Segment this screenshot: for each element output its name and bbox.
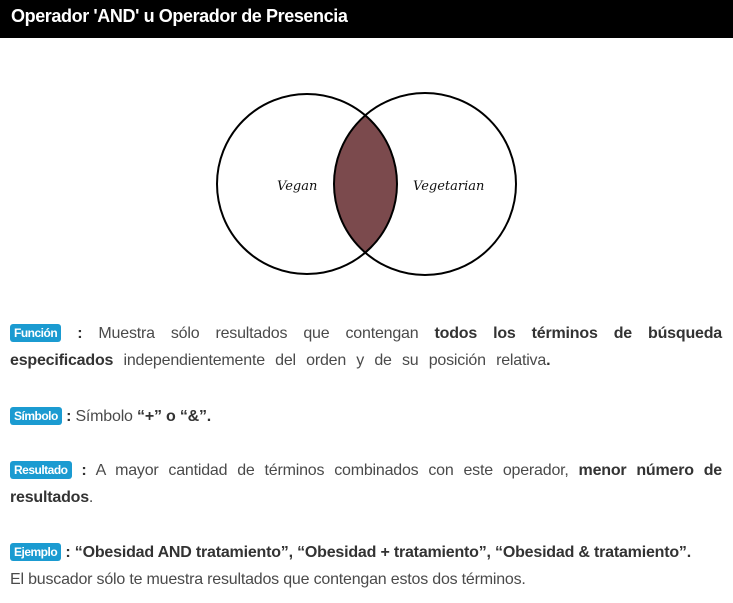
resultado-colon: : xyxy=(71,462,87,479)
venn-diagram xyxy=(200,80,530,280)
simbolo-bold: “+” o “&”. xyxy=(137,408,212,425)
funcion-period: . xyxy=(546,352,551,369)
ejemplo-bold: “Obesidad AND tratamiento”, “Obesidad + tratamiento”, “Obesidad & tratamiento”. xyxy=(70,544,691,561)
resultado-paragraph xyxy=(10,457,722,511)
vegetarian-label: Vegetarian xyxy=(413,179,485,194)
vegan-label: Vegan xyxy=(277,179,318,194)
funcion-colon: : xyxy=(61,325,83,342)
resultado-bold: menor número de resultados xyxy=(10,462,722,506)
simbolo-text: Símbolo xyxy=(71,408,138,425)
funcion-text: Muestra sólo resultados que contengan xyxy=(82,325,435,342)
funcion-paragraph xyxy=(10,320,722,374)
funcion-bold: todos los términos de búsqueda especificados xyxy=(10,325,722,369)
simbolo-colon: : xyxy=(61,408,72,425)
page-header xyxy=(0,0,733,38)
ejemplo-badge: Ejemplo xyxy=(10,543,61,561)
simbolo-paragraph xyxy=(10,403,722,430)
page-title: Operador 'AND' u Operador de Presencia xyxy=(11,6,348,26)
funcion-text-2: independientemente del orden y de su posición relativa xyxy=(113,352,547,369)
ejemplo-colon: : xyxy=(61,544,71,561)
resultado-period: . xyxy=(88,489,94,506)
resultado-badge: Resultado xyxy=(10,461,72,479)
simbolo-badge: Símbolo xyxy=(10,407,62,425)
ejemplo-paragraph xyxy=(10,539,722,593)
ejemplo-text: El buscador sólo te muestra resultados que contengan estos dos términos. xyxy=(10,571,526,588)
funcion-badge: Función xyxy=(10,324,61,342)
resultado-text: A mayor cantidad de términos combinados con este operador, xyxy=(86,462,579,479)
